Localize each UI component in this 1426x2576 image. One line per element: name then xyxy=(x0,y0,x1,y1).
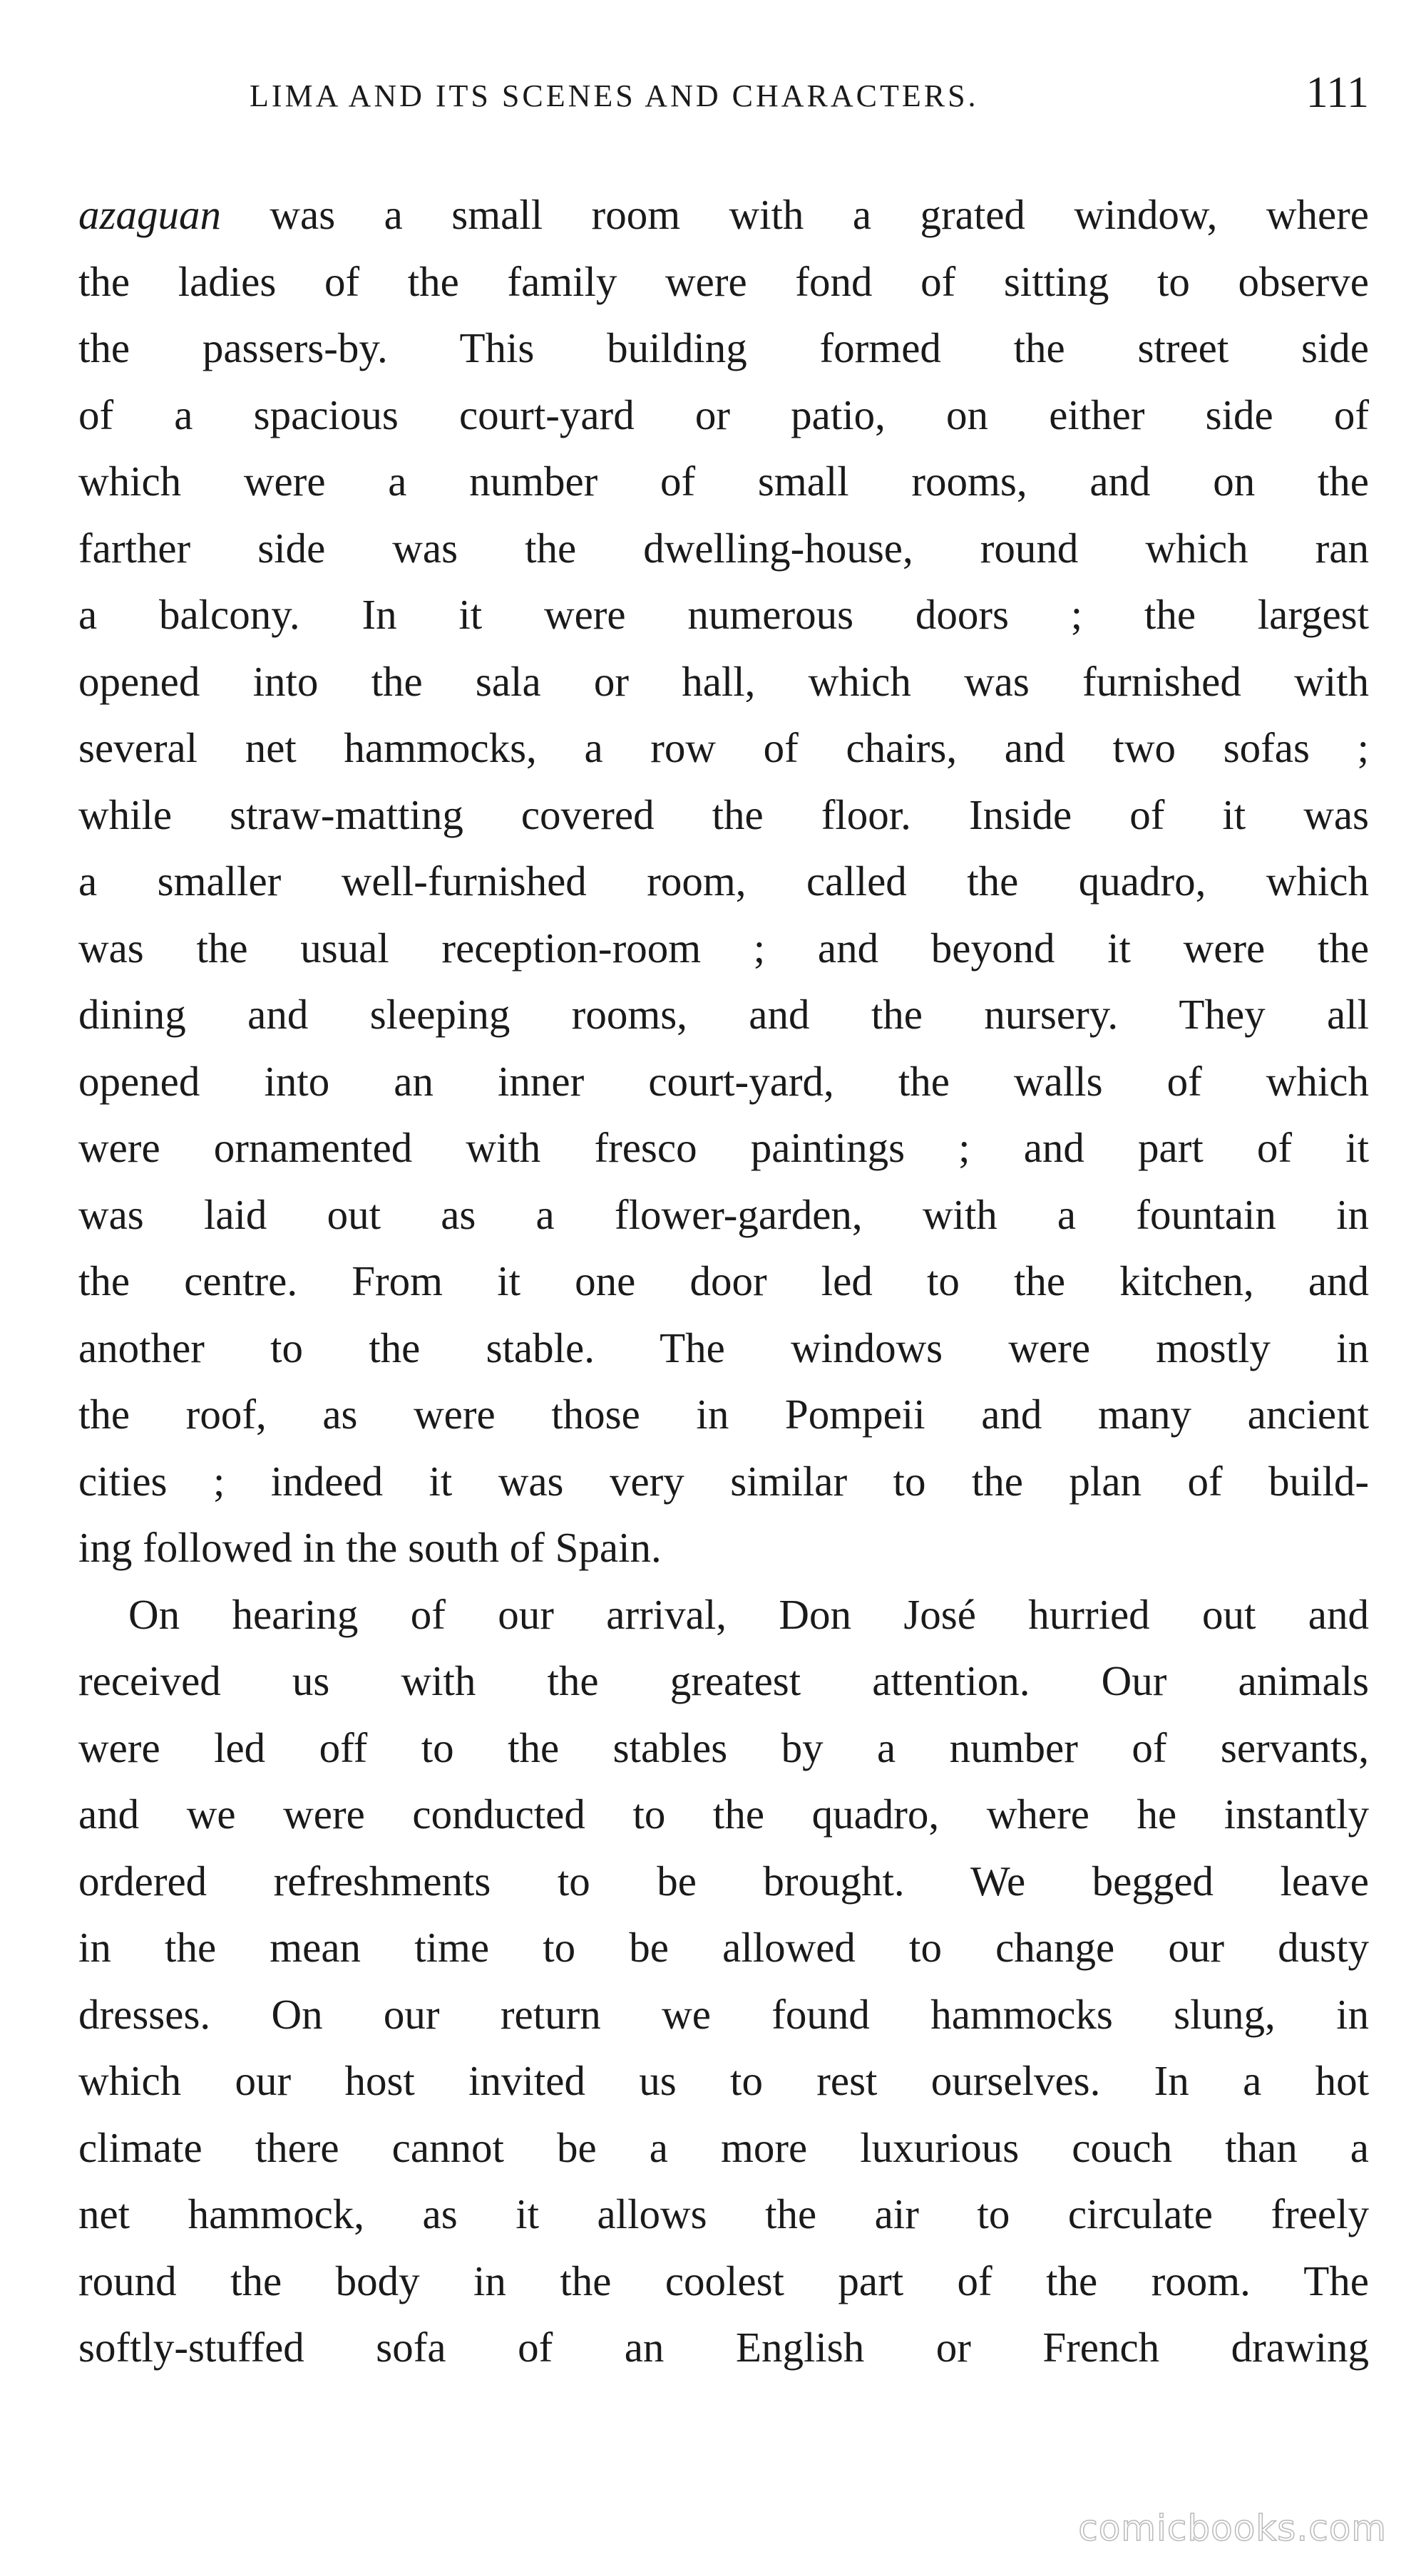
italic-word: azaguan xyxy=(78,191,221,238)
text-line: was laid out as a flower-garden, with a fountain in xyxy=(78,1190,1369,1238)
text-line: softly-stuffed sofa of an English or French drawing xyxy=(78,2324,1369,2371)
text-line: while straw-matting covered the floor. Inside of it was xyxy=(78,790,1369,838)
text-line: which were a number of small rooms, and on the xyxy=(78,458,1369,505)
text-line: the roof, as were those in Pompeii and many ancient xyxy=(78,1391,1369,1438)
running-title: LIMA AND ITS SCENES AND CHARACTERS. xyxy=(250,78,979,113)
text-line: opened into the sala or hall, which was furnished with xyxy=(78,657,1369,705)
text-line: the passers-by. This building formed the street side xyxy=(78,324,1369,371)
text-line: dresses. On our return we found hammocks slung, in xyxy=(78,1990,1369,2038)
text-line: ordered refreshments to be brought. We begged leave xyxy=(78,1857,1369,1905)
text-line: were ornamented with fresco paintings ; and part of it xyxy=(78,1124,1369,1171)
text-line: in the mean time to be allowed to change our dusty xyxy=(78,1924,1369,1971)
text-line: dining and sleeping rooms, and the nursery. They all xyxy=(78,991,1369,1038)
text-line: cities ; indeed it was very similar to the plan of build- xyxy=(78,1457,1369,1505)
text-line: climate there cannot be a more luxurious couch than a xyxy=(78,2123,1369,2171)
text-line: was the usual reception-room ; and beyond it were the xyxy=(78,924,1369,972)
text-line: received us with the greatest attention. Our animals xyxy=(78,1657,1369,1704)
text-line: net hammock, as it allows the air to circulate freely xyxy=(78,2190,1369,2237)
text-line: ing followed in the south of Spain. xyxy=(78,1524,662,1571)
text-line: of a spacious court-yard or patio, on either side of xyxy=(78,391,1369,438)
text-line: were led off to the stables by a number of servants, xyxy=(78,1724,1369,1771)
text-line: opened into an inner court-yard, the walls of which xyxy=(78,1057,1369,1105)
running-head xyxy=(78,68,1369,132)
page-number: 111 xyxy=(1306,68,1369,117)
line-rest: was a small room with a grated window, where xyxy=(220,191,1369,238)
text-line: a smaller well-furnished room, called the quadro, which xyxy=(78,857,1369,905)
text-line: the centre. From it one door led to the kitchen, and xyxy=(78,1257,1369,1304)
text-line: On hearing of our arrival, Don José hurried out and xyxy=(128,1590,1369,1638)
text-line xyxy=(78,182,1369,249)
text-line: another to the stable. The windows were mostly in xyxy=(78,1324,1369,1371)
text-line: a balcony. In it were numerous doors ; the largest xyxy=(78,591,1369,638)
text-line: several net hammocks, a row of chairs, and two sofas ; xyxy=(78,724,1369,771)
text-line: which our host invited us to rest ourselves. In a hot xyxy=(78,2057,1369,2104)
text-line: and we were conducted to the quadro, where he instantly xyxy=(78,1791,1369,1838)
text-line: round the body in the coolest part of the room. The xyxy=(78,2257,1369,2304)
text-line: the ladies of the family were fond of sitting to observe xyxy=(78,257,1369,305)
watermark: comicbooks.com xyxy=(1078,2508,1387,2549)
text-line: farther side was the dwelling-house, round which ran xyxy=(78,524,1369,572)
body-text xyxy=(78,182,1369,2381)
